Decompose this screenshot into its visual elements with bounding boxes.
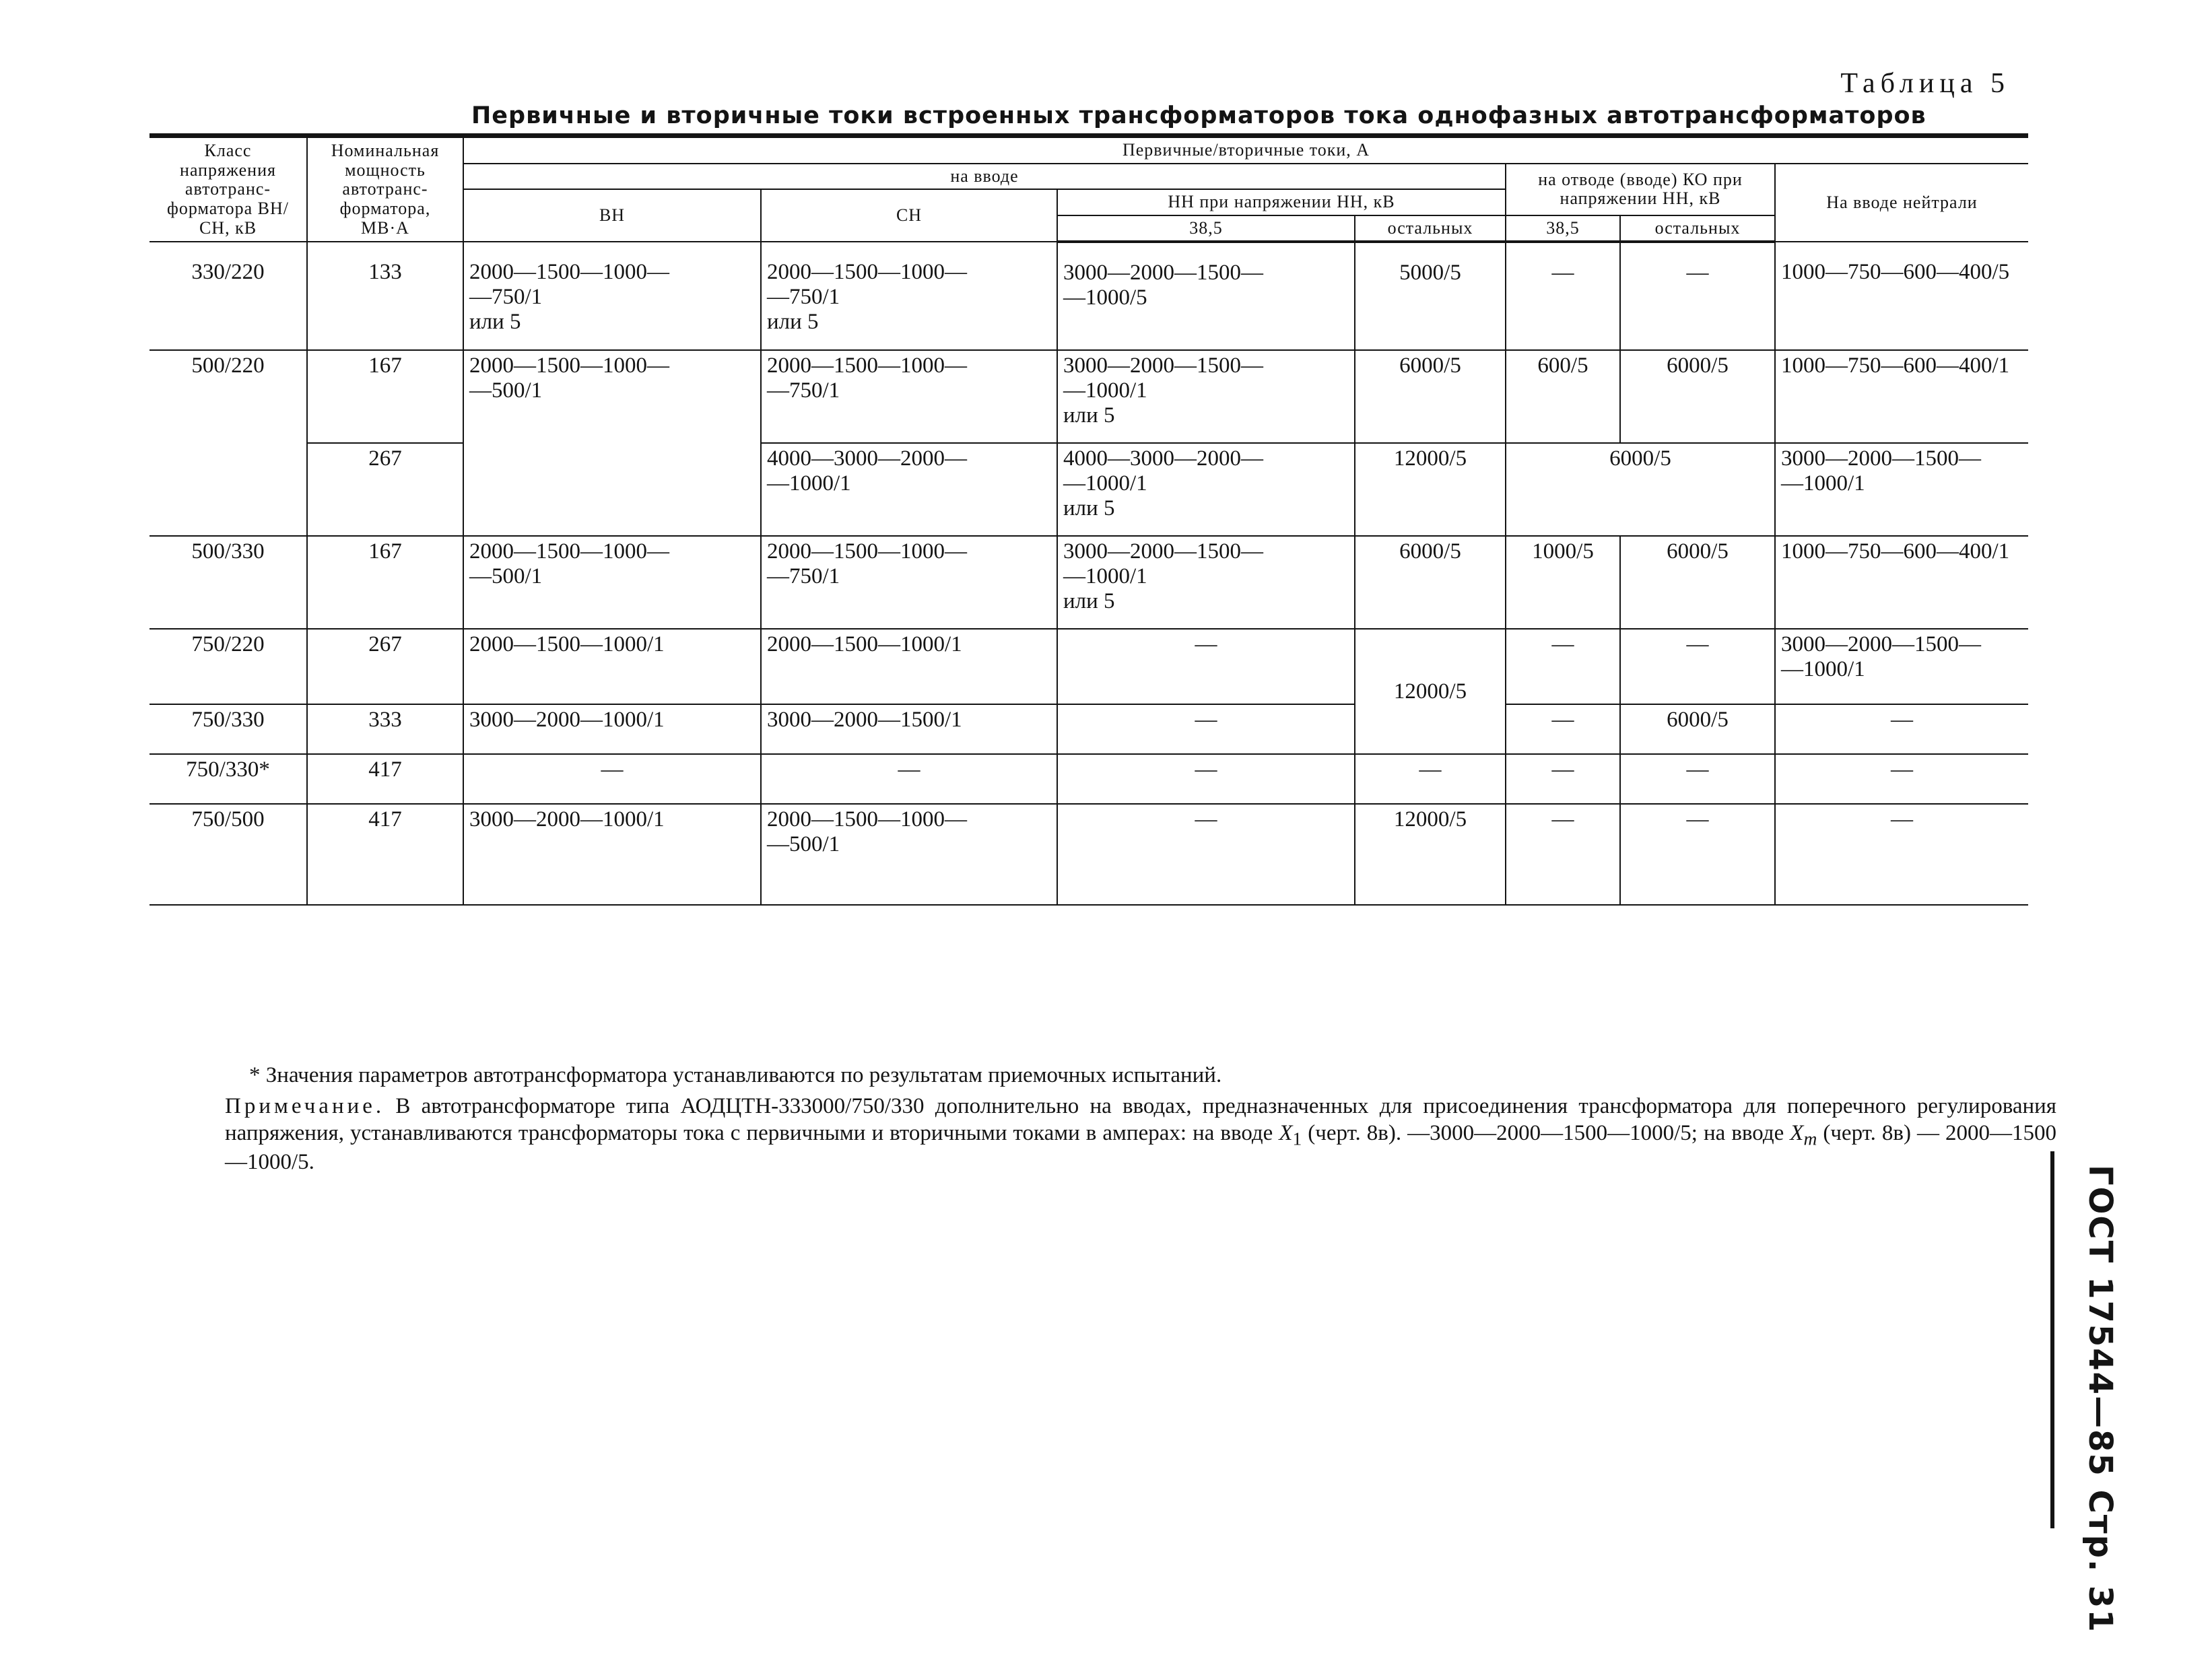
- table-row: [149, 443, 2028, 536]
- cell-nn-385: 4000—3000—2000— —1000/1 или 5: [1057, 443, 1355, 536]
- cell-nn-385: —: [1057, 754, 1355, 804]
- cell-nn-other: 12000/5: [1355, 804, 1506, 905]
- note-symbol: X: [1279, 1120, 1293, 1145]
- cell-tap-385: —: [1506, 242, 1620, 350]
- table-note: [225, 1093, 2056, 1176]
- table-row: [149, 242, 2028, 350]
- note-text-part: (черт. 8в). —3000—2000—1500—1000/5; на вводе: [1302, 1120, 1790, 1145]
- note-subscript: m: [1803, 1128, 1817, 1149]
- header-nn-group: НН при напряжении НН, кВ: [1057, 189, 1506, 215]
- note-symbol: X: [1790, 1120, 1804, 1145]
- cell-rated-power: 167: [307, 350, 463, 443]
- cell-neutral: 1000—750—600—400/1: [1775, 350, 2028, 443]
- cell-nn-other: 12000/5: [1355, 629, 1506, 754]
- header-input-group: на вводе: [463, 164, 1506, 190]
- cell-rated-power: 417: [307, 754, 463, 804]
- table-number: Таблица 5: [1840, 68, 2010, 99]
- cell-vn: 2000—1500—1000— —500/1: [463, 536, 761, 629]
- cell-neutral: —: [1775, 804, 2028, 905]
- cell-tap-other: —: [1620, 804, 1775, 905]
- table-body: [149, 242, 2028, 905]
- cell-sn: —: [761, 754, 1057, 804]
- cell-tap-385: —: [1506, 629, 1620, 704]
- cell-nn-other: 12000/5: [1355, 443, 1506, 536]
- cell-voltage-class: 500/220: [149, 350, 307, 536]
- cell-rated-power: 133: [307, 242, 463, 350]
- cell-nn-other: 6000/5: [1355, 536, 1506, 629]
- cell-tap-other: 6000/5: [1620, 350, 1775, 443]
- cell-nn-385: 3000—2000—1500— —1000/5: [1057, 242, 1355, 350]
- cell-sn: 2000—1500—1000— —500/1: [761, 804, 1057, 905]
- note-text-part: (черт. 8в) — 2000—1500—1000/5.: [225, 1120, 2056, 1175]
- cell-tap-385: —: [1506, 804, 1620, 905]
- cell-nn-other: 6000/5: [1355, 350, 1506, 443]
- cell-neutral: —: [1775, 704, 2028, 754]
- header-sn: СН: [761, 189, 1057, 242]
- table-title: Первичные и вторичные токи встроенных трансформаторов тока однофазных автотрансформаторов: [471, 102, 1926, 129]
- table-row: [149, 629, 2028, 704]
- cell-rated-power: 333: [307, 704, 463, 754]
- note-label: Примечание.: [225, 1094, 385, 1118]
- table-row: [149, 536, 2028, 629]
- cell-vn: —: [463, 754, 761, 804]
- cell-voltage-class: 750/330: [149, 704, 307, 754]
- cell-nn-385: 3000—2000—1500— —1000/1 или 5: [1057, 536, 1355, 629]
- cell-sn: 2000—1500—1000/1: [761, 629, 1057, 704]
- currents-table-container: [149, 133, 2028, 906]
- cell-rated-power: 417: [307, 804, 463, 905]
- cell-tap-385: —: [1506, 704, 1620, 754]
- cell-voltage-class: 500/330: [149, 536, 307, 629]
- currents-table: [149, 137, 2028, 906]
- cell-voltage-class: 750/220: [149, 629, 307, 704]
- cell-neutral: —: [1775, 754, 2028, 804]
- note-text-part: В автотрансформаторе типа АОДЦТН-333000/750/330 дополнительно на вводах, предназначенных для присоединения трансформатора для поперечного регулирования напряжения, устанавливаются трансформаторы тока с первичными и вторичными токами в амперах: на вводе: [225, 1094, 2056, 1145]
- header-rated-power: Номинальная мощность автотранс-форматора, МВ·А: [307, 137, 463, 242]
- cell-sn: 2000—1500—1000— —750/1: [761, 536, 1057, 629]
- table-footnote: * Значения параметров автотрансформатора устанавливаются по результатам приемочных испытаний.: [249, 1063, 1222, 1087]
- cell-nn-other: —: [1355, 754, 1506, 804]
- cell-neutral: 3000—2000—1500— —1000/1: [1775, 629, 2028, 704]
- cell-nn-385: —: [1057, 629, 1355, 704]
- header-currents-group: Первичные/вторичные токи, А: [463, 137, 2028, 164]
- header-vn: ВН: [463, 189, 761, 242]
- cell-tap-merged: 6000/5: [1506, 443, 1775, 536]
- cell-vn: 2000—1500—1000— —500/1: [463, 350, 761, 536]
- cell-rated-power: 267: [307, 443, 463, 536]
- header-tap-group: на отводе (вводе) КО при напряжении НН, кВ: [1506, 164, 1775, 215]
- cell-voltage-class: 330/220: [149, 242, 307, 350]
- cell-nn-other: 5000/5: [1355, 242, 1506, 350]
- cell-sn: 3000—2000—1500/1: [761, 704, 1057, 754]
- table-row: [149, 754, 2028, 804]
- cell-vn: 2000—1500—1000— —750/1 или 5: [463, 242, 761, 350]
- table-row: [149, 350, 2028, 443]
- cell-tap-other: —: [1620, 242, 1775, 350]
- cell-tap-other: —: [1620, 629, 1775, 704]
- header-nn-385: 38,5: [1057, 215, 1355, 242]
- cell-sn: 2000—1500—1000— —750/1 или 5: [761, 242, 1057, 350]
- cell-rated-power: 267: [307, 629, 463, 704]
- cell-vn: 3000—2000—1000/1: [463, 804, 761, 905]
- header-tap-other: остальных: [1620, 215, 1775, 242]
- table-row: [149, 804, 2028, 905]
- cell-voltage-class: 750/330*: [149, 754, 307, 804]
- cell-nn-385: 3000—2000—1500— —1000/1 или 5: [1057, 350, 1355, 443]
- note-subscript: 1: [1292, 1128, 1302, 1149]
- header-nn-other: остальных: [1355, 215, 1506, 242]
- table-header: [149, 137, 2028, 242]
- page-side-stamp: [2050, 1151, 2129, 1633]
- cell-tap-385: 1000/5: [1506, 536, 1620, 629]
- cell-vn: 3000—2000—1000/1: [463, 704, 761, 754]
- cell-tap-385: —: [1506, 754, 1620, 804]
- cell-tap-385: 600/5: [1506, 350, 1620, 443]
- cell-neutral: 1000—750—600—400/5: [1775, 242, 2028, 350]
- cell-rated-power: 167: [307, 536, 463, 629]
- cell-tap-other: —: [1620, 754, 1775, 804]
- cell-sn: 4000—3000—2000— —1000/1: [761, 443, 1057, 536]
- cell-tap-other: 6000/5: [1620, 536, 1775, 629]
- cell-vn: 2000—1500—1000/1: [463, 629, 761, 704]
- header-neutral-input: На вводе нейтрали: [1775, 164, 2028, 242]
- header-tap-385: 38,5: [1506, 215, 1620, 242]
- cell-neutral: 1000—750—600—400/1: [1775, 536, 2028, 629]
- cell-nn-385: —: [1057, 704, 1355, 754]
- table-row: [149, 704, 2028, 754]
- cell-tap-other: 6000/5: [1620, 704, 1775, 754]
- gost-page-reference: ГОСТ 17544—85 Стр. 31: [2081, 1165, 2119, 1633]
- cell-voltage-class: 750/500: [149, 804, 307, 905]
- header-voltage-class: Класс напряжения автотранс-форматора ВН/СН, кВ: [149, 137, 307, 242]
- cell-sn: 2000—1500—1000— —750/1: [761, 350, 1057, 443]
- cell-neutral: 3000—2000—1500— —1000/1: [1775, 443, 2028, 536]
- cell-nn-385: —: [1057, 804, 1355, 905]
